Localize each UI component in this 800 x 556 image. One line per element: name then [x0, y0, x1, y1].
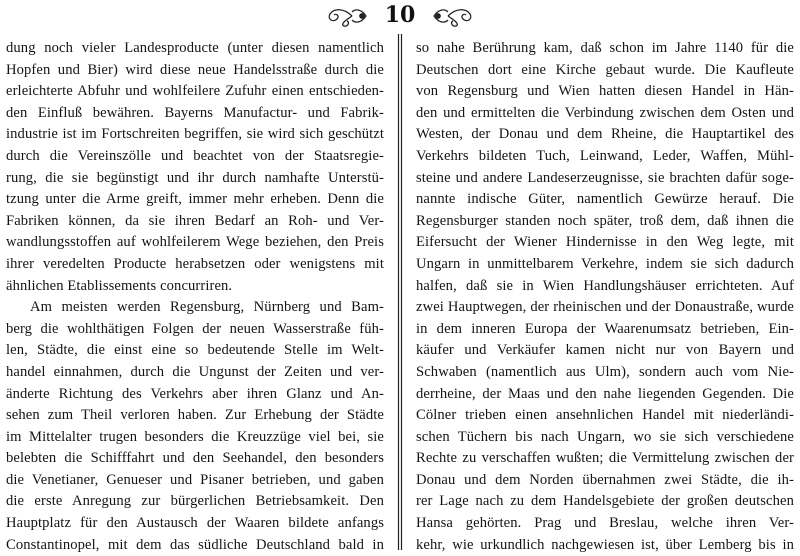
text-line: sehen zum Theil verloren haben. Zur Erhebung der Städte — [6, 407, 384, 424]
text-line: den Einfluß bewähren. Bayerns Manufactur- und Fabrik- — [6, 104, 384, 121]
text-line: Rechte zu verschaffen wußten; die Vermittelung zwischen der — [416, 450, 794, 467]
text-line: Constantinopel, mit dem das südliche Deutschland bald in — [6, 536, 384, 553]
text-line: schen Tüchern bis nach Ungarn, wo sie sich verschiedene — [416, 428, 794, 445]
text-line: so nahe Berührung kam, daß schon im Jahre 1140 für die — [416, 40, 794, 56]
text-line: wandlungsstoffen auf wohlfeilerem Wege beziehen, den Preis — [6, 234, 384, 251]
text-line: änderte Richtung des Verkehrs aber ihren Glanz und An- — [6, 385, 384, 402]
text-line: den und ermittelten die Verbindung zwischen dem Osten und — [416, 104, 794, 121]
text-line: Deutschen dort eine Kirche gebaut wurde. Die Kaufleute — [416, 61, 794, 78]
text-line: Hopfen und Bier) wird diese neue Handelsstraße durch die — [6, 61, 384, 78]
text-line: belebten die Schifffahrt und den Seehandel, den besonders — [6, 450, 384, 467]
text-line: industrie ist im Fortschreiten begriffen, sie wird sich geschützt — [6, 126, 384, 143]
text-line: Ungarn in unmittelbarem Verkehre, indem sie sich dadurch — [416, 255, 794, 272]
text-line: die erste Anregung zur bürgerlichen Betriebsamkeit. Den — [6, 493, 384, 510]
page-number: 10 — [384, 2, 416, 28]
text-column-right — [416, 38, 794, 556]
text-line: derrheine, der Maas und den nahe liegenden Gegenden. Die — [416, 385, 794, 402]
text-column-left — [6, 38, 384, 556]
text-line: Hauptplatz für den Austausch der Waaren bildete anfangs — [6, 515, 384, 532]
text-line: Westen, der Donau und dem Rheine, die Hauptartikel des — [416, 126, 794, 143]
text-line: Fabriken können, da sie ihren Bedarf an Roh- und Ver- — [6, 212, 384, 229]
text-line: Donau und dem Norden übernahmen zwei Städte, die ih- — [416, 471, 794, 488]
text-line: Hansa gehörten. Prag und Breslau, welche ihren Ver- — [416, 515, 794, 532]
text-line: Verkehrs bildeten Tuch, Leinwand, Leder, Waffen, Mühl- — [416, 147, 794, 164]
text-line: handel einnahmen, durch die Ungunst der Zeiten und ver- — [6, 363, 384, 380]
text-line: käufer und Verkäufer kamen nicht nur von Bayern und — [416, 342, 794, 359]
text-line: len, Städte, die einst eine so bedeutende Stelle im Welt- — [6, 342, 384, 359]
text-line: die Venetianer, Genueser und Pisaner betrieben, und gaben — [6, 471, 384, 488]
text-line: kehr, wie urkundlich nachgewiesen ist, über Lemberg bis in — [416, 536, 794, 553]
text-line: Regensburger standen noch später, troß dem, daß ihnen die — [416, 212, 794, 229]
text-line: rer Lage nach zu dem Handelsgebiete der großen deutschen — [416, 493, 794, 510]
text-line: berg die wohlthätigen Folgen der neuen Wasserstraße füh- — [6, 320, 384, 337]
column-divider-rule — [397, 34, 403, 550]
text-line: durch die Vereinszölle und beachtet von der Staatsregie- — [6, 147, 384, 164]
text-line: im Mittelalter trugen besonders die Kreuzzüge viel bei, sie — [6, 428, 384, 445]
page-header — [0, 2, 800, 32]
text-line: dung noch vieler Landesproducte (unter diesen namentlich — [6, 40, 384, 56]
text-line: Schwaben (namentlich aus Ulm), sondern auch vom Nie- — [416, 363, 794, 380]
text-line: in dem inneren Europa der Waarenumsatz betrieben, Ein- — [416, 320, 794, 337]
text-line: rung, die sie begünstigt und ihr durch namhafte Unterstü- — [6, 169, 384, 186]
text-line: nannte indische Güter, namentlich Gewürze herauf. Die — [416, 191, 794, 208]
text-line: Am meisten werden Regensburg, Nürnberg und Bam- — [30, 299, 384, 316]
text-line: ähnlichen Etablissements concurriren. — [6, 277, 233, 294]
text-line: von Regensburg und Wien hatten diesen Handel in Hän- — [416, 83, 794, 100]
text-line: ihrer veredelten Producte herabsetzen oder wenigstens mit — [6, 255, 384, 272]
text-line: erleichterte Abfuhr und wohlfeilere Zufuhr einen entschieden- — [6, 83, 384, 100]
text-line: halfen, daß sie in Wien Handlungshäuser errichteten. Auf — [416, 277, 794, 294]
text-line: tzung unter die Arme greift, immer mehr erheben. Denn die — [6, 191, 384, 208]
text-line: zwei Hauptwegen, der rheinischen und der Donaustraße, wurde — [416, 299, 794, 316]
text-line: steine und andere Landeserzeugnisse, sie brachten dafür soge- — [416, 169, 794, 186]
text-line: Eifersucht der Wiener Hindernisse in den Weg legte, mit — [416, 234, 794, 251]
text-line: Cölner trieben einen ansehnlichen Handel mit niederländi- — [416, 407, 794, 424]
